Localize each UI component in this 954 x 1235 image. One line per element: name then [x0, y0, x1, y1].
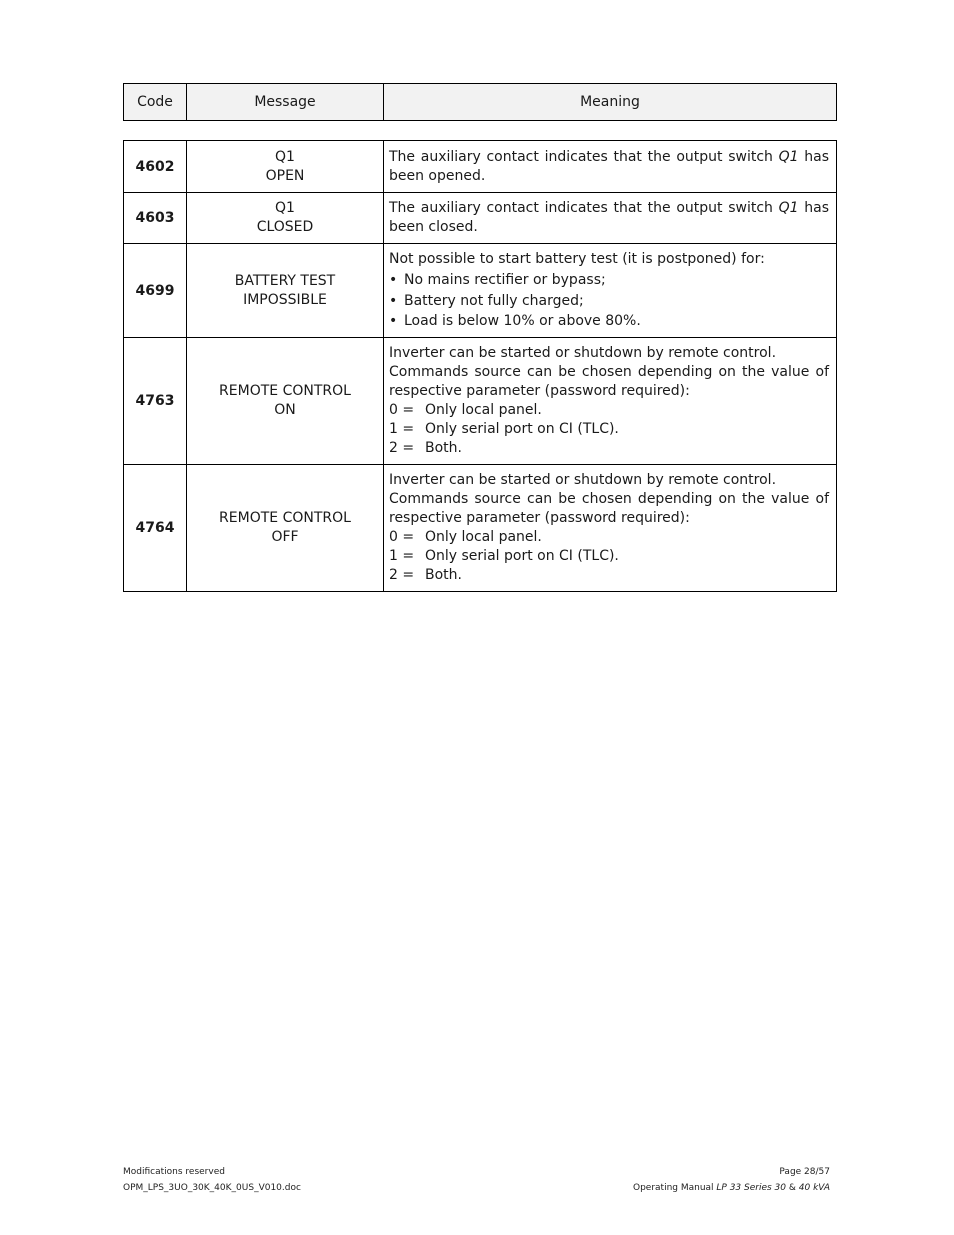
- list-item: [389, 401, 829, 420]
- option-number: 0 =: [389, 402, 415, 418]
- message-line: ON: [274, 402, 296, 418]
- footer-modifications: Modifications reserved: [123, 1167, 225, 1177]
- row-meaning: [384, 141, 837, 193]
- row-message: [187, 193, 384, 244]
- row-message: [187, 141, 384, 193]
- message-line: BATTERY TEST: [234, 272, 336, 289]
- row-code: 4763: [124, 338, 187, 465]
- table-row: [124, 465, 837, 592]
- footer-manual-title: [633, 1183, 830, 1193]
- meaning-text: has been opened.: [389, 148, 830, 184]
- option-number: 0 =: [389, 529, 415, 545]
- meaning-intro: Not possible to start battery test (it is postponed) for:: [389, 251, 765, 267]
- option-number: 1 =: [389, 548, 415, 564]
- row-meaning: [384, 193, 837, 244]
- meaning-text: The auxiliary contact indicates that the output switch: [389, 200, 779, 216]
- meaning-line: Inverter can be started or shutdown by remote control.: [389, 345, 777, 361]
- header-message: Message: [187, 84, 384, 121]
- message-line: REMOTE CONTROL: [219, 510, 351, 526]
- meaning-emphasis: Q1: [778, 200, 799, 216]
- row-message: [187, 244, 384, 338]
- table-row: [124, 193, 837, 244]
- footer-manual-text: &: [786, 1183, 799, 1193]
- option-number: 2 =: [389, 567, 415, 583]
- list-item: [389, 292, 829, 311]
- message-line: OFF: [271, 529, 299, 545]
- option-text: Only serial port on CI (TLC).: [425, 548, 619, 564]
- option-text: Only local panel.: [425, 402, 542, 418]
- row-meaning: [384, 338, 837, 465]
- option-number: 1 =: [389, 421, 415, 437]
- list-item: [389, 566, 829, 585]
- meaning-line: Commands source can be chosen depending on the value of respective parameter (password required):: [389, 491, 829, 526]
- bullet-icon: •: [389, 293, 398, 309]
- list-item: [389, 312, 829, 331]
- meaning-text: has been closed.: [389, 200, 830, 235]
- table-row: [124, 244, 837, 338]
- row-code: 4602: [124, 141, 187, 193]
- list-item: [389, 528, 829, 547]
- option-text: Only local panel.: [425, 529, 542, 545]
- message-line: CLOSED: [256, 219, 314, 235]
- bullet-text: Load is below 10% or above 80%.: [404, 313, 641, 329]
- header-code: Code: [124, 84, 187, 121]
- row-code: 4699: [124, 244, 187, 338]
- list-item: [389, 547, 829, 566]
- row-message: [187, 338, 384, 465]
- row-message: [187, 465, 384, 592]
- footer-manual-text: Operating Manual: [632, 1183, 717, 1193]
- message-line: OPEN: [265, 167, 305, 184]
- bullet-text: No mains rectifier or bypass;: [404, 272, 606, 288]
- footer-filename: OPM_LPS_3UO_30K_40K_0US_V010.doc: [123, 1183, 301, 1193]
- list-item: [389, 271, 829, 290]
- bullet-text: Battery not fully charged;: [404, 293, 584, 309]
- meaning-text: The auxiliary contact indicates that the output switch: [389, 148, 779, 165]
- row-meaning: [384, 244, 837, 338]
- row-code: 4603: [124, 193, 187, 244]
- message-line: Q1: [275, 148, 295, 165]
- option-text: Both.: [425, 440, 462, 456]
- footer-manual-series: LP 33 Series 30: [716, 1183, 787, 1193]
- meaning-emphasis: Q1: [778, 148, 799, 165]
- message-line: Q1: [275, 200, 295, 216]
- footer-manual-rating: 40 kVA: [798, 1183, 830, 1193]
- meaning-line: Inverter can be started or shutdown by remote control.: [389, 472, 777, 488]
- option-text: Both.: [425, 567, 462, 583]
- header-table: [123, 83, 837, 121]
- table-row: [124, 338, 837, 465]
- message-line: REMOTE CONTROL: [219, 383, 351, 399]
- bullet-icon: •: [389, 272, 398, 288]
- bullet-icon: •: [389, 313, 398, 329]
- message-line: IMPOSSIBLE: [243, 291, 327, 308]
- header-meaning: Meaning: [384, 84, 837, 121]
- meaning-line: Commands source can be chosen depending on the value of respective parameter (password required):: [389, 364, 829, 399]
- option-text: Only serial port on CI (TLC).: [425, 421, 619, 437]
- footer-page-number: Page 28/57: [779, 1167, 830, 1177]
- list-item: [389, 420, 829, 439]
- row-code: 4764: [124, 465, 187, 592]
- table-row: [124, 141, 837, 193]
- codes-table: [123, 140, 837, 592]
- option-number: 2 =: [389, 440, 415, 456]
- row-meaning: [384, 465, 837, 592]
- list-item: [389, 439, 829, 458]
